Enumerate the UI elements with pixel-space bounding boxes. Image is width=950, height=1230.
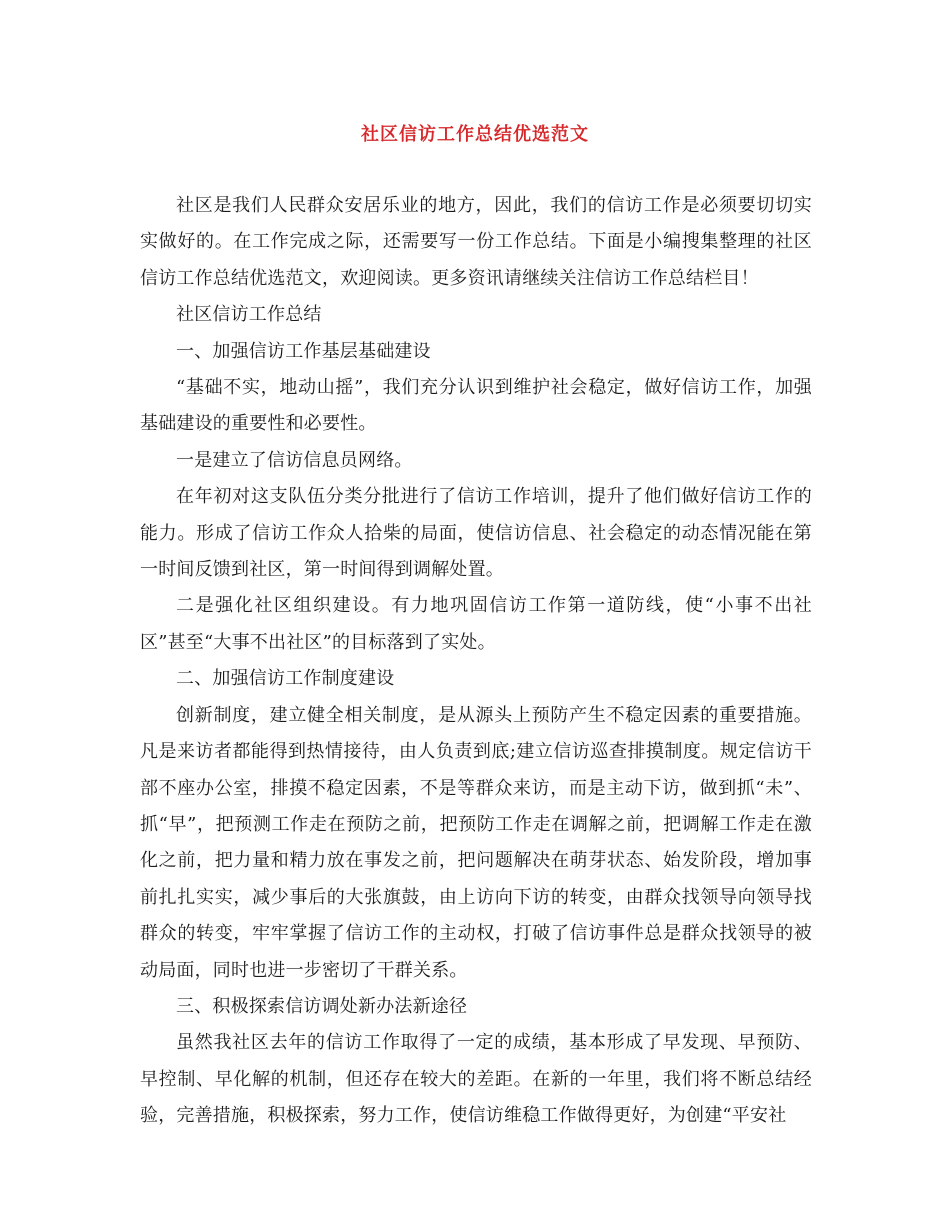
body-paragraph: 创新制度，建立健全相关制度，是从源头上预防产生不稳定因素的重要措施。凡是来访者都能得到热情接待，由人负责到底;建立信访巡查排摸制度。规定信访干部不座办公室，排摸不稳定因素，不是等群众来访，而是主动下访，做到抓“未”、抓“早”，把预测工作走在预防之前，把预防工作走在调解之前，把调解工作走在激化之前，把力量和精力放在事发之前，把问题解决在萌芽状态、始发阶段，增加事前扎扎实实，减少事后的大张旗鼓，由上访向下访的转变，由群众找领导向领导找群众的转变，牢牢掌握了信访工作的主动权，打破了信访事件总是群众找领导的被动局面，同时也进一步密切了干群关系。	[140, 704, 812, 981]
document-title: 社区信访工作总结优选范文	[361, 124, 589, 145]
intro-paragraph: 社区是我们人民群众安居乐业的地方，因此，我们的信访工作是必须要切切实实做好的。在工作完成之际，还需要写一份工作总结。下面是小编搜集整理的社区信访工作总结优选范文，欢迎阅读。更多资讯请继续关注信访工作总结栏目！	[140, 195, 812, 289]
body-paragraph: “基础不实，地动山摇”，我们充分认识到维护社会稳定，做好信访工作，加强基础建设的重要性和必要性。	[140, 377, 812, 435]
section-heading-3: 三、积极探索信访调处新办法新途径	[176, 995, 468, 1017]
body-paragraph: 二是强化社区组织建设。有力地巩固信访工作第一道防线，使“小事不出社区”甚至“大事不出社区”的目标落到了实处。	[140, 595, 812, 653]
section-heading-1: 一、加强信访工作基层基础建设	[176, 340, 431, 362]
document-body	[140, 188, 812, 1135]
body-paragraph: 一是建立了信访信息员网络。	[176, 449, 413, 471]
section-heading-summary: 社区信访工作总结	[176, 304, 322, 326]
body-paragraph: 在年初对这支队伍分类分批进行了信访工作培训，提升了他们做好信访工作的能力。形成了信访工作众人拾柴的局面，使信访信息、社会稳定的动态情况能在第一时间反馈到社区，第一时间得到调解处置。	[140, 486, 812, 581]
body-paragraph: 虽然我社区去年的信访工作取得了一定的成绩，基本形成了早发现、早预防、早控制、早化解的机制，但还存在较大的差距。在新的一年里，我们将不断总结经验，完善措施，积极探索，努力工作，使信访维稳工作做得更好，为创建“平安社	[140, 1032, 812, 1127]
section-heading-2: 二、加强信访工作制度建设	[176, 668, 395, 690]
